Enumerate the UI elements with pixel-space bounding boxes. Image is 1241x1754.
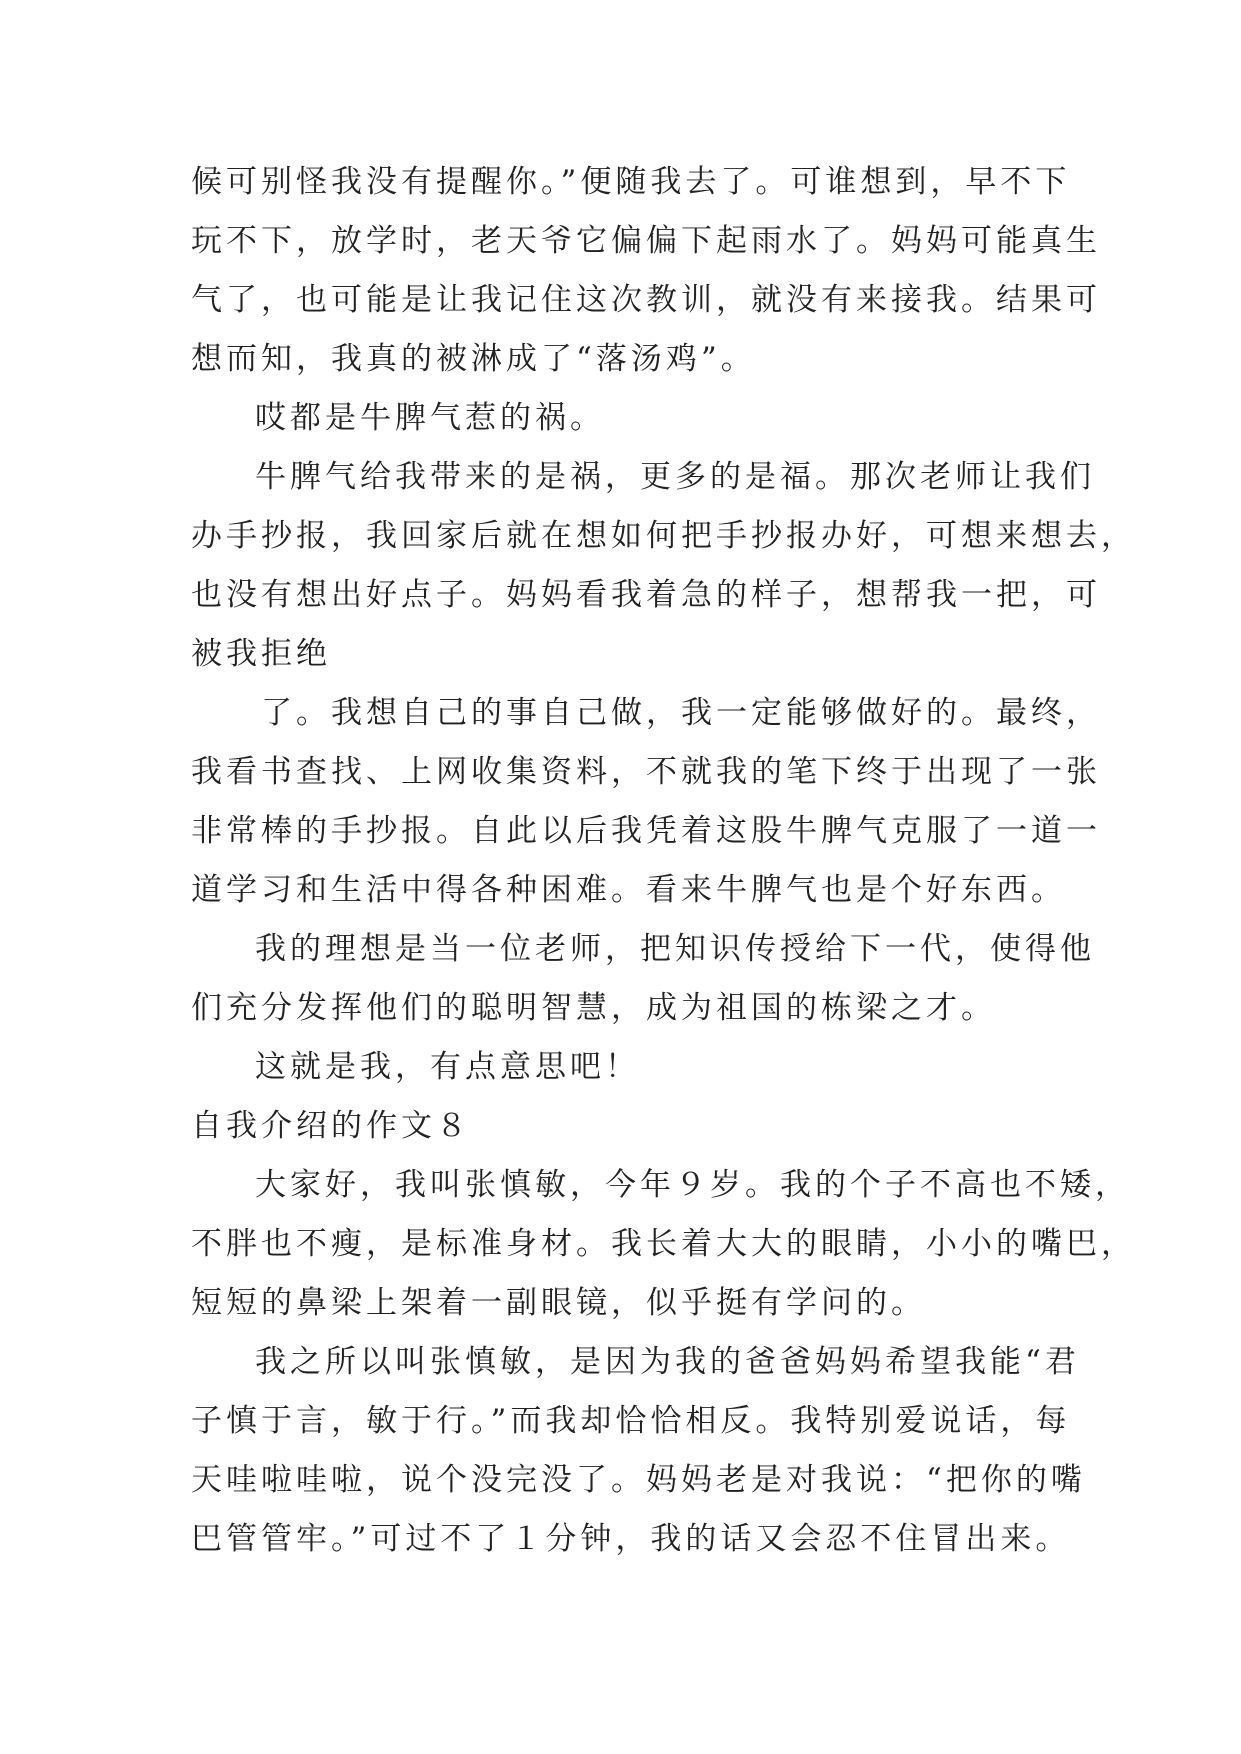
text-line: 大家好，我叫张慎敏，今年９岁。我的个子不高也不矮， [255,1167,1130,1203]
text-line: 也没有想出好点子。妈妈看我着急的样子，想帮我一把，可 [191,577,1101,613]
text-line: 巴管管牢。”可过不了１分钟，我的话又会忍不住冒出来。 [191,1521,1071,1557]
text-line: 了。我想自己的事自己做，我一定能够做好的。最终， [261,695,1101,731]
text-line: 天哇啦哇啦，说个没完没了。妈妈老是对我说：“把你的嘴 [191,1462,1086,1498]
text-line: 子慎于言，敏于行。”而我却恰恰相反。我特别爱说话，每 [191,1403,1071,1439]
text-line: 这就是我，有点意思吧！ [255,1049,640,1085]
text-line: 不胖也不瘦，是标准身材。我长着大大的眼睛，小小的嘴巴， [191,1226,1136,1262]
text-line: 短短的鼻梁上架着一副眼镜，似乎挺有学问的。 [191,1285,926,1321]
text-line: 办手抄报，我回家后就在想如何把手抄报办好，可想来想去， [191,518,1136,554]
essay-body [191,153,1136,1569]
text-line: 非常棒的手抄报。自此以后我凭着这股牛脾气克服了一道一 [191,813,1101,849]
text-line: 道学习和生活中得各种困难。看来牛脾气也是个好东西。 [191,872,1066,908]
text-line: 我之所以叫张慎敏，是因为我的爸爸妈妈希望我能“君 [255,1344,1080,1380]
text-line: 牛脾气给我带来的是祸，更多的是福。那次老师让我们 [255,459,1095,495]
text-line: 气了，也可能是让我记住这次教训，就没有来接我。结果可 [191,282,1101,318]
text-line: 我看书查找、上网收集资料，不就我的笔下终于出现了一张 [191,754,1101,790]
text-line: 哎都是牛脾气惹的祸。 [255,400,605,436]
text-line: 想而知，我真的被淋成了“落汤鸡”。 [191,341,756,377]
text-line: 我的理想是当一位老师，把知识传授给下一代，使得他 [255,931,1095,967]
text-line: 被我拒绝 [191,636,331,672]
section-heading: 自我介绍的作文８ [191,1108,471,1144]
text-line: 们充分发挥他们的聪明智慧，成为祖国的栋梁之才。 [191,990,996,1026]
text-line: 候可别怪我没有提醒你。”便随我去了。可谁想到，早不下 [191,164,1071,200]
text-line: 玩不下，放学时，老天爷它偏偏下起雨水了。妈妈可能真生 [191,223,1101,259]
